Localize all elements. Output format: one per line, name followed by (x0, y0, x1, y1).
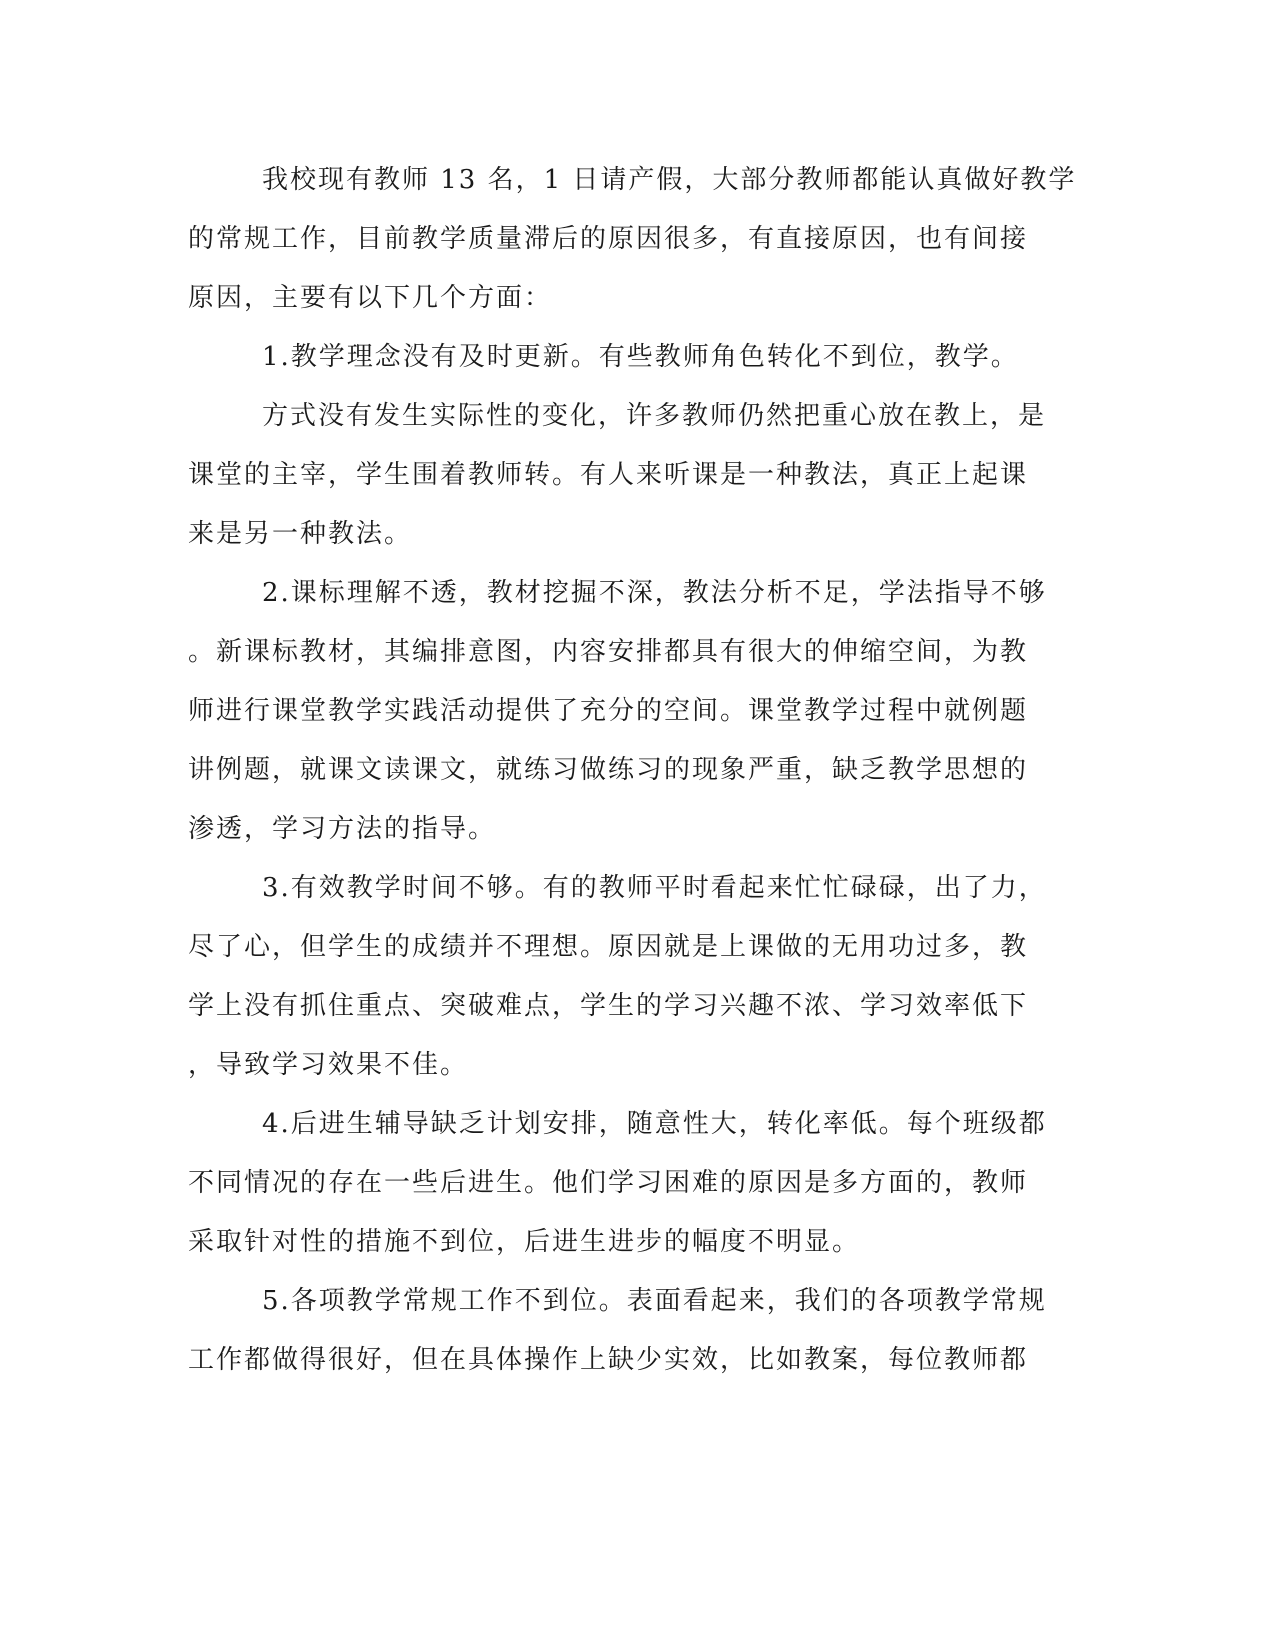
paragraph-line: 讲例题，就课文读课文，就练习做练习的现象严重，缺乏教学思想的 (188, 755, 1029, 785)
paragraph-line: 渗透，学习方法的指导。 (188, 814, 497, 844)
paragraph-line: 我校现有教师 13 名，1 日请产假，大部分教师都能认真做好教学 (262, 165, 1077, 195)
paragraph-line: 学上没有抓住重点、突破难点，学生的学习兴趣不浓、学习效率低下 (188, 991, 1029, 1021)
paragraph-line: 师进行课堂教学实践活动提供了充分的空间。课堂教学过程中就例题 (188, 696, 1029, 726)
paragraph-line: 尽了心，但学生的成绩并不理想。原因就是上课做的无用功过多，教 (188, 932, 1029, 962)
paragraph-line: ，导致学习效果不佳。 (188, 1050, 469, 1080)
paragraph-line: 的常规工作，目前教学质量滞后的原因很多，有直接原因，也有间接 (188, 224, 1029, 254)
paragraph-line: 来是另一种教法。 (188, 519, 413, 549)
paragraph-line: 原因，主要有以下几个方面： (188, 283, 553, 313)
paragraph-line: 1.教学理念没有及时更新。有些教师角色转化不到位，教学。 (262, 342, 1019, 372)
paragraph-line: 不同情况的存在一些后进生。他们学习困难的原因是多方面的，教师 (188, 1168, 1029, 1198)
paragraph-line: 4.后进生辅导缺乏计划安排，随意性大，转化率低。每个班级都 (262, 1109, 1047, 1139)
paragraph-line: 。新课标教材，其编排意图，内容安排都具有很大的伸缩空间，为教 (188, 637, 1029, 667)
paragraph-line: 5.各项教学常规工作不到位。表面看起来，我们的各项教学常规 (262, 1286, 1047, 1316)
paragraph-line: 3.有效教学时间不够。有的教师平时看起来忙忙碌碌，出了力， (262, 873, 1047, 903)
paragraph-line: 方式没有发生实际性的变化，许多教师仍然把重心放在教上，是 (262, 401, 1047, 431)
paragraph-line: 工作都做得很好，但在具体操作上缺少实效，比如教案，每位教师都 (188, 1345, 1029, 1375)
paragraph-line: 课堂的主宰，学生围着教师转。有人来听课是一种教法，真正上起课 (188, 460, 1029, 490)
paragraph-line: 2.课标理解不透，教材挖掘不深，教法分析不足，学法指导不够 (262, 578, 1047, 608)
paragraph-line: 采取针对性的措施不到位，后进生进步的幅度不明显。 (188, 1227, 861, 1257)
